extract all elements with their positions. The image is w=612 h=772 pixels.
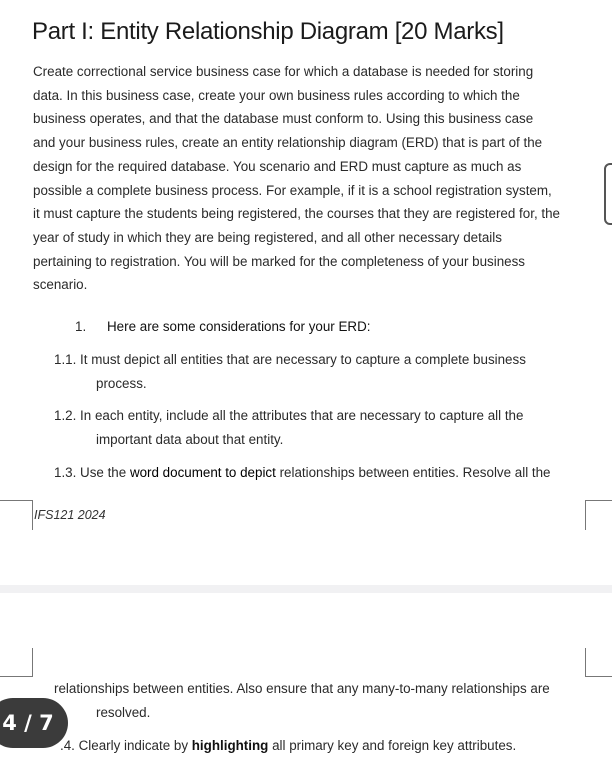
page-footer: IFS121 2024 [34,508,106,522]
paragraph-line: Create correctional service business case for which a database is needed for storing [33,64,534,79]
paragraph-line: business operates, and that the database must conform to. Using this business case [33,111,534,127]
item-1-1-line-1: 1.1. It must depict all entities that are necessary to capture a complete business [54,352,526,367]
paragraph-line: design for the required database. You scenario and ERD must capture as much as [33,158,522,174]
page-indicator-badge[interactable]: 4 / 7 [0,698,68,748]
item-1-4-bold: highlighting [191,738,269,753]
crop-mark [32,500,33,530]
paragraph-line: possible a complete business process. For example, if it is a school registration system, [33,182,552,198]
item-1-2-line-1: 1.2. In each entity, include all the attributes that are necessary to capture all the [54,408,524,423]
crop-mark [585,676,612,677]
section-heading: Part I: Entity Relationship Diagram [20 Marks] [32,18,504,45]
item-1-4-prefix: .4. Clearly indicate by [60,738,192,753]
crop-mark [0,676,33,677]
paragraph-line: it must capture the students being registered, the courses that they are registered for, the [33,206,560,222]
paragraph-line: and your business rules, create an entity relationship diagram (ERD) that is part of the [33,135,543,151]
crop-mark [585,500,612,501]
side-panel-handle[interactable] [604,163,612,225]
item-1-3-prefix: 1.3. Use the [54,465,130,480]
paragraph-line: data. In this business case, create your own business rules according to which the [33,87,520,103]
crop-mark [0,500,32,501]
considerations-label: Here are some considerations for your ERD: [107,319,371,334]
item-1-1-line-2: process. [96,376,147,391]
crop-mark [585,500,586,530]
item-1-3-bold: word document to depict [129,465,276,480]
business-case-paragraph [33,60,583,297]
item-1-3-suffix: relationships between entities. Resolve all the [275,465,551,480]
item-1-4-line-1 [60,738,516,753]
item-1-3-line-3: resolved. [96,705,151,720]
crop-mark [32,648,33,676]
paragraph-line: scenario. [33,277,88,293]
item-1-2-line-2: important data about that entity. [96,432,284,447]
considerations-number: 1. [75,319,87,334]
page-separator [0,585,612,593]
item-1-3-line-1 [54,465,551,480]
paragraph-line: year of study in which they are being registered, and all other necessary details [33,229,502,245]
item-1-3-line-2: relationships between entities. Also ensure that any many-to-many relationships are [54,681,550,696]
paragraph-line: pertaining to registration. You will be marked for the completeness of your business [33,253,526,269]
item-1-4-suffix: all primary key and foreign key attributes. [268,738,517,753]
crop-mark [585,648,586,676]
